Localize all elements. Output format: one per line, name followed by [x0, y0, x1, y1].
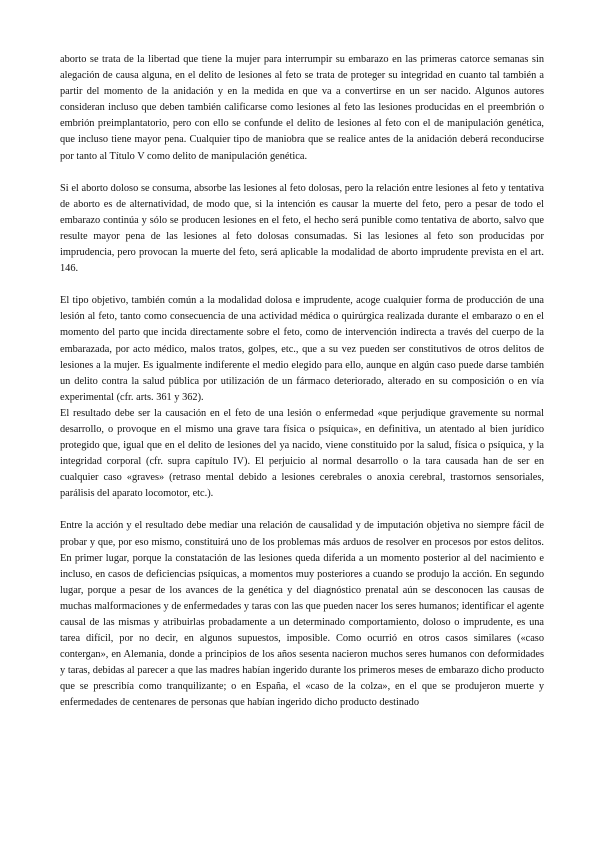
paragraph-resultado: El resultado debe ser la causación en el feto de una lesión o enfermedad «que perjudique gravemente su normal desarrollo, o provoque en el mismo una grave tara física o psíquica», en definitiva, un atentado al bien jurídico protegido que, igual que en el delito de lesiones del ya nacido, viene constituido por la salud, física o psíquica, y la integridad corporal (cfr. supra capítulo IV). El perjuicio al normal desarrollo o la tara causada han de ser en cualquier caso «graves» (retraso mental debido a lesiones cerebrales o anoxia cerebral, trastornos sensoriales, parálisis del aparato locomotor, etc.).: [60, 407, 544, 500]
paragraph-lesiones-feto-intro: aborto se trata de la libertad que tiene la mujer para interrumpir su embarazo en las primeras catorce semanas sin alegación de causa alguna, en el delito de lesiones al feto se trata de proteger su integridad en cuanto tal también a partir del momento de la anidación y en la medida en que va a convertirse en un ser nacido. Algunos autores consideran incluso que deben también calificarse como lesiones al feto las lesiones producidas en el preembrión o embrión preimplantatorio, pero con ello se confunde el delito de lesiones al feto con el de manipulación genética, que incluso tiene mayor pena. Cualquier tipo de maniobra que se realice antes de la anidación deberá reconducirse por tanto al Título V como delito de manipulación genética.: [60, 54, 544, 162]
paragraph-aborto-doloso: Si el aborto doloso se consuma, absorbe las lesiones al feto dolosas, pero la relación entre lesiones al feto y tentativa de aborto es de alternatividad, de modo que, si la intención es causar la muerte del feto, pero a pesar de todo el embarazo continúa y sólo se producen lesiones en el feto, el hecho será punible como tentativa de aborto, salvo que resulte mayor pena de las lesiones al feto dolosas consumadas. Si las lesiones al feto son producidas por imprudencia, pero provocan la muerte del feto, será aplicable la modalidad de aborto imprudente prevista en el art. 146.: [60, 182, 544, 275]
document-page: [60, 52, 544, 712]
paragraph-tipo-objetivo: El tipo objetivo, también común a la modalidad dolosa e imprudente, acoge cualquier forma de producción de una lesión al feto, tanto como consecuencia de una actividad médica o quirúrgica realizada durante el embarazo o en el momento del parto que incida directamente sobre el feto, como de intervención indirecta a través del cuerpo de la embarazada, por acto médico, malos tratos, golpes, etc., que a su vez pueden ser constitutivos de otros delitos de lesiones a la mujer. Es igualmente indiferente el medio elegido para ello, aunque en algún caso puede darse también un delito contra la salud pública por utilización de un fármaco deteriorado, alterado en su composición o en vía experimental (cfr. arts. 361 y 362).: [60, 295, 544, 403]
paragraph-causalidad: Entre la acción y el resultado debe mediar una relación de causalidad y de imputación objetiva no siempre fácil de probar y que, por eso mismo, constituirá uno de los problemas más arduos de resolver en procesos por estos delitos. En primer lugar, porque la constatación de las lesiones queda diferida a un momento posterior al del nacimiento e incluso, en casos de deficiencias psíquicas, a momentos muy posteriores a cuando se produjo la acción. En segundo lugar, porque a pesar de los avances de la genética y del diagnóstico prenatal aún se desconocen las causas de muchas malformaciones y de enfermedades y taras con las que pueden nacer los seres humanos; identificar el agente causal de las mismas y atribuirlas probadamente a un determinado comportamiento, doloso o imprudente, es una tarea difícil, por no decir, en algunos supuestos, imposible. Como ocurrió en otros casos similares («caso contergan», en Alemania, donde a principios de los años sesenta nacieron muchos seres humanos con deformidades y taras, debidas al parecer a que las madres habían ingerido durante los primeros meses de embarazo dicho producto que se prescribía como tranquilizante; o en España, el «caso de la colza», en el que se produjeron muerte y enfermedades de centenares de personas que habían ingerido dicho producto destinado: [60, 520, 544, 709]
